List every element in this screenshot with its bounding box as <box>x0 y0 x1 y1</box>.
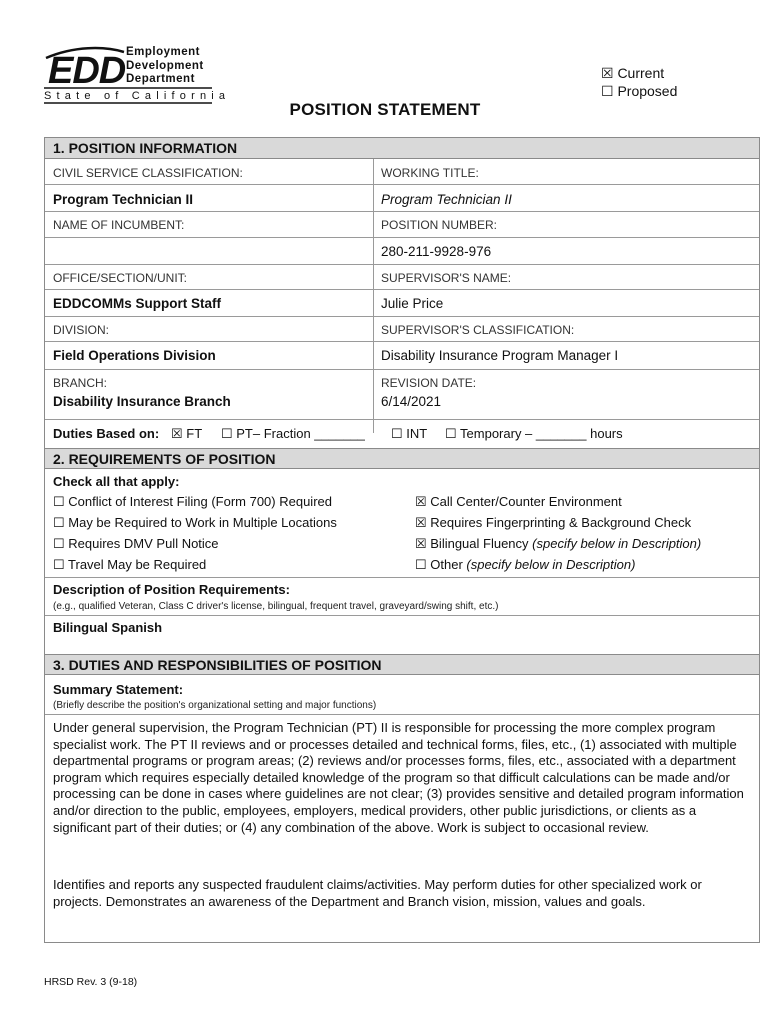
divider <box>45 316 759 317</box>
check-all-label: Check all that apply: <box>53 474 180 489</box>
logo-state: State of California <box>44 90 231 102</box>
bilingual-fluency-checkbox[interactable]: ☒ Bilingual Fluency (specify below in Description) <box>415 536 702 551</box>
office-value[interactable]: EDDCOMMs Support Staff <box>53 296 221 311</box>
revision-date-value[interactable]: 6/14/2021 <box>381 394 442 409</box>
section-3-heading: 3. DUTIES AND RESPONSIBILITIES OF POSITION <box>45 654 759 675</box>
working-title-value[interactable]: Program Technician II <box>381 192 512 207</box>
position-number-value[interactable]: 280-211-9928-976 <box>381 244 492 259</box>
form-revision-footer: HRSD Rev. 3 (9-18) <box>44 976 138 988</box>
conflict-of-interest-checkbox[interactable]: ☐ Conflict of Interest Filing (Form 700) Required <box>53 494 332 509</box>
division-label: DIVISION: <box>53 323 110 337</box>
section-1-heading: 1. POSITION INFORMATION <box>45 138 759 159</box>
divider <box>45 184 759 185</box>
revision-date-label: REVISION DATE: <box>381 376 477 390</box>
divider <box>45 341 759 342</box>
description-label: Description of Position Requirements: <box>53 582 290 597</box>
divider <box>45 714 759 715</box>
duties-temporary-checkbox[interactable]: ☐ Temporary – _______ hours <box>445 426 623 441</box>
supervisor-name-value[interactable]: Julie Price <box>381 296 444 311</box>
current-checkbox[interactable]: ☒ Current <box>601 65 665 81</box>
travel-required-checkbox[interactable]: ☐ Travel May be Required <box>53 557 207 572</box>
incumbent-label: NAME OF INCUMBENT: <box>53 218 185 232</box>
divider <box>45 264 759 265</box>
summary-label: Summary Statement: <box>53 682 184 697</box>
supervisor-class-label: SUPERVISOR'S CLASSIFICATION: <box>381 323 575 337</box>
other-checkbox[interactable]: ☐ Other (specify below in Description) <box>415 557 636 572</box>
edd-logo <box>44 44 231 106</box>
duties-pt-checkbox[interactable]: ☐ PT– Fraction _______ <box>221 426 365 441</box>
divider <box>45 211 759 212</box>
summary-paragraph-1[interactable]: Under general supervision, the Program Technician (PT) II is responsible for processing the more complex program specialist work. The PT II reviews and or processes detailed and technical forms, files, etc., (1) associated with multiple departmental programs or program areas; (2) reviews and/or processes forms, files, etc., associated with a department program which requires especially detailed knowledge of the program so that difficult calculations can be made and/or processing can be done in cases where guidelines are not clear; (3) provides sensitive and detailed program information and/or direction to the public, employees, employers, medical providers, other public jurisdictions, or clients as a significant part of their duties; or (4) any combination of the above. Work is subject to occasional review. <box>53 720 744 835</box>
description-value[interactable]: Bilingual Spanish <box>53 620 163 635</box>
summary-hint: (Briefly describe the position's organizational setting and major functions) <box>53 700 377 711</box>
logo-mark: EDD <box>48 50 126 92</box>
supervisor-class-value[interactable]: Disability Insurance Program Manager I <box>381 348 619 363</box>
divider <box>45 419 759 420</box>
divider <box>45 289 759 290</box>
civil-service-value[interactable]: Program Technician II <box>53 192 194 207</box>
divider <box>45 577 759 578</box>
divider <box>45 369 759 370</box>
duties-based-label: Duties Based on: <box>53 426 160 441</box>
proposed-checkbox[interactable]: ☐ Proposed <box>601 83 678 99</box>
working-title-label: WORKING TITLE: <box>381 166 479 180</box>
description-hint: (e.g., qualified Veteran, Class C driver's license, bilingual, frequent travel, graveyard/swing shift, etc.) <box>53 601 499 612</box>
branch-label: BRANCH: <box>53 376 108 390</box>
summary-paragraph-2[interactable]: Identifies and reports any suspected fraudulent claims/activities. May perform duties for other specialized work or projects. Demonstrates an awareness of the Department and Branch vision, mission, values and goals. <box>53 877 702 909</box>
office-label: OFFICE/SECTION/UNIT: <box>53 271 188 285</box>
civil-service-label: CIVIL SERVICE CLASSIFICATION: <box>53 166 243 180</box>
duties-int-checkbox[interactable]: ☐ INT <box>391 426 428 441</box>
section-2-heading: 2. REQUIREMENTS OF POSITION <box>45 448 759 469</box>
position-number-label: POSITION NUMBER: <box>381 218 498 232</box>
divider <box>45 237 759 238</box>
branch-value[interactable]: Disability Insurance Branch <box>53 394 231 409</box>
division-value[interactable]: Field Operations Division <box>53 348 216 363</box>
multiple-locations-checkbox[interactable]: ☐ May be Required to Work in Multiple Locations <box>53 515 337 530</box>
position-statement-form <box>44 137 760 943</box>
divider <box>45 615 759 616</box>
duties-ft-checkbox[interactable]: ☒ FT <box>171 426 203 441</box>
status-options <box>601 64 677 100</box>
page-title: POSITION STATEMENT <box>289 100 481 119</box>
logo-department-name: Employment Development Department <box>126 46 204 85</box>
dmv-pull-notice-checkbox[interactable]: ☐ Requires DMV Pull Notice <box>53 536 219 551</box>
supervisor-name-label: SUPERVISOR'S NAME: <box>381 271 512 285</box>
fingerprinting-checkbox[interactable]: ☒ Requires Fingerprinting & Background Check <box>415 515 692 530</box>
call-center-checkbox[interactable]: ☒ Call Center/Counter Environment <box>415 494 622 509</box>
